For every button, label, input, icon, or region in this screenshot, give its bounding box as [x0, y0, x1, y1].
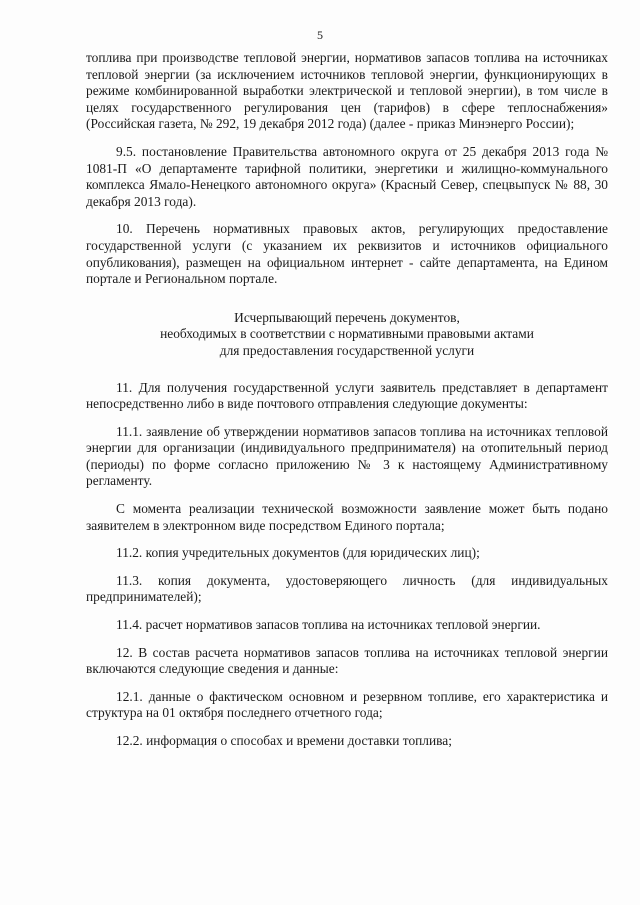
paragraph-11-4: 11.4. расчет нормативов запасов топлива на источниках тепловой энергии.	[116, 617, 541, 633]
paragraph-12-1: 12.1. данные о фактическом основном и резервном топливе, его характеристика и структура на 01 октября последнего отчетного года;	[86, 688, 608, 721]
paragraph-10: 10. Перечень нормативных правовых актов, регулирующих предоставление государственной услуги (с указанием их реквизитов и источников официального опубликования), размещен на официальном интернет - сайте департамента, на Едином портале и Региональном портале.	[86, 221, 608, 287]
section-heading-line-2: необходимых в соответствии с нормативными правовыми актами	[160, 326, 534, 342]
paragraph-12-2: 12.2. информация о способах и времени доставки топлива;	[116, 733, 452, 748]
document-body	[86, 50, 608, 761]
paragraph-11-2: 11.2. копия учредительных документов (для юридических лиц);	[116, 545, 480, 561]
paragraph-12: 12. В состав расчета нормативов запасов топлива на источниках тепловой энергии включаются следующие сведения и данные:	[86, 644, 608, 677]
section-heading	[86, 310, 608, 360]
section-heading-line-1: Исчерпывающий перечень документов,	[234, 309, 460, 325]
section-heading-line-3: для предоставления государственной услуги	[219, 342, 475, 358]
paragraph-continuation: топлива при производстве тепловой энергии, нормативов запасов топлива на источниках тепловой энергии (за исключением источников тепловой энергии, функционирующих в режиме комбинированной выработки электрической и тепловой энергии), в том числе в целях государственного регулирования цен (тарифов) в сфере теплоснабжения» (Российская газета, № 292, 19 декабря 2012 года) (далее - приказ Минэнерго России);	[86, 50, 608, 132]
paragraph-11-1: 11.1. заявление об утверждении нормативов запасов топлива на источниках тепловой энергии для организации (индивидуального предпринимателя) на отопительный период (периоды) по форме согласно приложению № 3 к настоящему Административному регламенту.	[86, 423, 608, 489]
paragraph-11: 11. Для получения государственной услуги заявитель представляет в департамент непосредственно либо в виде почтового отправления следующие документы:	[86, 379, 608, 412]
paragraph-electronic-submission: С момента реализации технической возможности заявление может быть подано заявителем в электронном виде посредством Единого портала;	[86, 501, 608, 533]
paragraph-9-5: 9.5. постановление Правительства автономного округа от 25 декабря 2013 года № 1081-П «О департаменте тарифной политики, энергетики и жилищно-коммунального комплекса Ямало-Ненецкого автономного округа» (Красный Север, спецвыпуск № 88, 30 декабря 2013 года).	[86, 143, 608, 209]
page-number: 5	[317, 28, 323, 42]
paragraph-11-3: 11.3. копия документа, удостоверяющего личность (для индивидуальных предпринимателей);	[86, 572, 608, 605]
